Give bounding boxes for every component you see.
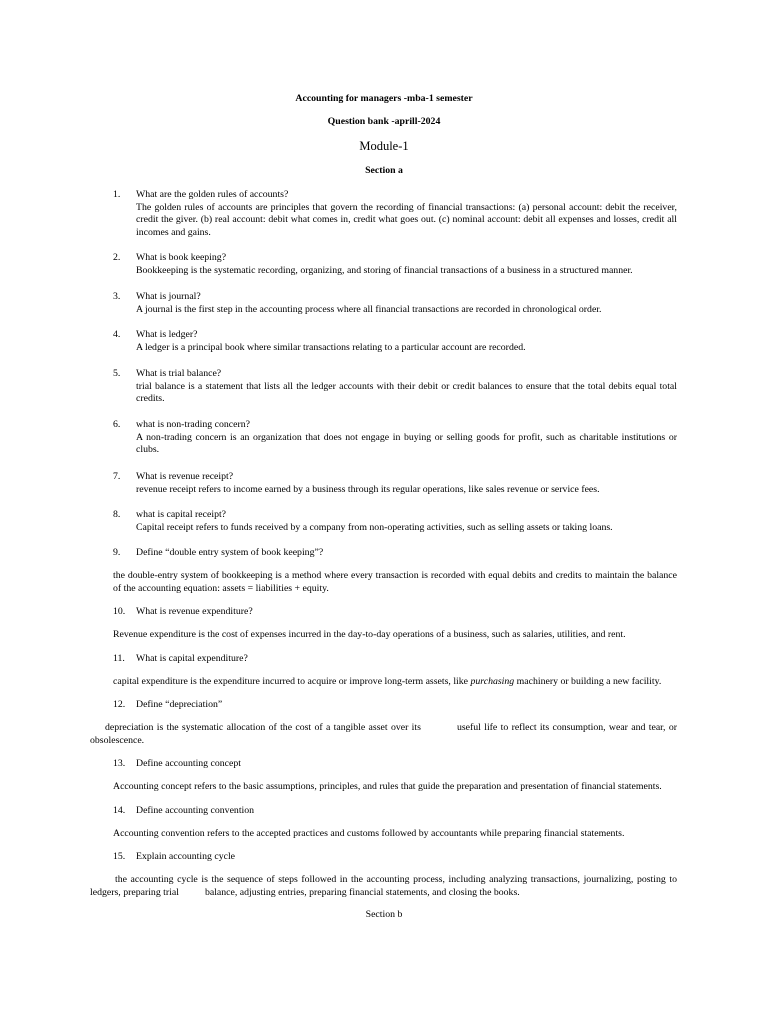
question-text: Define accounting concept — [136, 758, 241, 769]
section-b-heading: Section b — [365, 909, 403, 920]
section-a-heading: Section a — [365, 165, 403, 176]
answer-text: Bookkeeping is the systematic recording, organizing, and storing of financial transactions of a business in a structured manner. — [136, 264, 633, 276]
answer-text: A non-trading concern is an organization that does not engage in buying or selling goods for profit, such as charitable institutions or clubs. — [136, 431, 677, 456]
question-number: 7. — [113, 471, 121, 482]
question-text: what is non-trading concern? — [136, 419, 250, 430]
question-number: 3. — [113, 291, 121, 302]
question-number: 15. — [113, 851, 126, 862]
answer-text-italic: purchasing — [470, 676, 515, 687]
answer-text-part: machinery or building a new facility. — [514, 676, 662, 687]
question-number: 6. — [113, 419, 121, 430]
answer-text: Revenue expenditure is the cost of expenses incurred in the day-to-day operations of a business, such as salaries, utilities, and rent. — [113, 629, 626, 640]
question-text: Define “double entry system of book keeping”? — [136, 547, 324, 558]
answer-text-part: useful life to reflect its consumption, wear and tear, or obsolescence. — [90, 722, 677, 746]
answer-text: revenue receipt refers to income earned by a business through its regular operations, like sales revenue or service fees. — [136, 483, 600, 495]
question-number: 12. — [113, 699, 126, 710]
answer-text: Capital receipt refers to funds received by a company from non-operating activities, such as selling assets or taking loans. — [136, 521, 613, 533]
question-text: What is journal? — [136, 291, 201, 302]
answer-text: Accounting convention refers to the accepted practices and customs followed by accountants while preparing financial statements. — [113, 828, 625, 839]
question-number: 10. — [113, 606, 126, 617]
question-text: Define accounting convention — [136, 805, 255, 816]
answer-text: the double-entry system of bookkeeping is a method where every transaction is recorded with equal debits and credits to maintain the balance of the accounting equation: assets = liabilities + equity. — [113, 570, 677, 594]
answer-text-part: depreciation is the systematic allocation of the cost of a tangible asset over its — [105, 722, 421, 733]
answer-text-part: balance, adjusting entries, preparing financial statements, and closing the books. — [204, 886, 520, 898]
answer-text — [113, 676, 677, 689]
question-text: What is capital expenditure? — [136, 653, 248, 664]
question-text: Define “depreciation” — [136, 699, 223, 710]
question-text: What are the golden rules of accounts? — [136, 189, 289, 200]
answer-text-part: the accounting cycle is the sequence of steps followed in the accounting process, including analyzing transactions, journalizing, posting to ledgers, preparing trial — [90, 874, 677, 898]
answer-text: trial balance is a statement that lists all the ledger accounts with their debit or credit balances to ensure that the total debits equal total credits. — [136, 380, 677, 405]
question-number: 14. — [113, 805, 126, 816]
question-text: Explain accounting cycle — [136, 851, 236, 862]
question-number: 11. — [113, 653, 125, 664]
question-number: 4. — [113, 329, 121, 340]
answer-text: The golden rules of accounts are principles that govern the recording of financial transactions: (a) personal account: debit the receiver, credit the giver. (b) real account: debit what comes in, credit what goes out. (c) nominal account: debit all expenses and losses, credit all incomes and gains. — [136, 201, 677, 238]
answer-text: A ledger is a principal book where similar transactions relating to a particular account are recorded. — [136, 341, 526, 353]
question-number: 5. — [113, 368, 121, 379]
document-subtitle: Question bank -aprill-2024 — [327, 116, 441, 127]
question-text: what is capital receipt? — [136, 509, 227, 520]
question-text: What is book keeping? — [136, 252, 227, 263]
answer-text-part: capital expenditure is the expenditure incurred to acquire or improve long-term assets, like — [113, 676, 471, 687]
question-number: 9. — [113, 547, 121, 558]
question-number: 1. — [113, 189, 121, 200]
question-text: What is trial balance? — [136, 368, 222, 379]
question-text: What is ledger? — [136, 329, 198, 340]
question-number: 2. — [113, 252, 121, 263]
question-text: What is revenue receipt? — [136, 471, 234, 482]
answer-text — [90, 874, 677, 899]
answer-text: Accounting concept refers to the basic assumptions, principles, and rules that guide the preparation and presentation of financial statements. — [113, 781, 662, 792]
answer-text: A journal is the first step in the accounting process where all financial transactions are recorded in chronological order. — [136, 303, 602, 315]
question-number: 8. — [113, 509, 121, 520]
document-title: Accounting for managers -mba-1 semester — [295, 93, 473, 104]
answer-text — [90, 722, 677, 747]
question-text: What is revenue expenditure? — [136, 606, 253, 617]
module-heading: Module-1 — [359, 139, 409, 153]
question-number: 13. — [113, 758, 126, 769]
